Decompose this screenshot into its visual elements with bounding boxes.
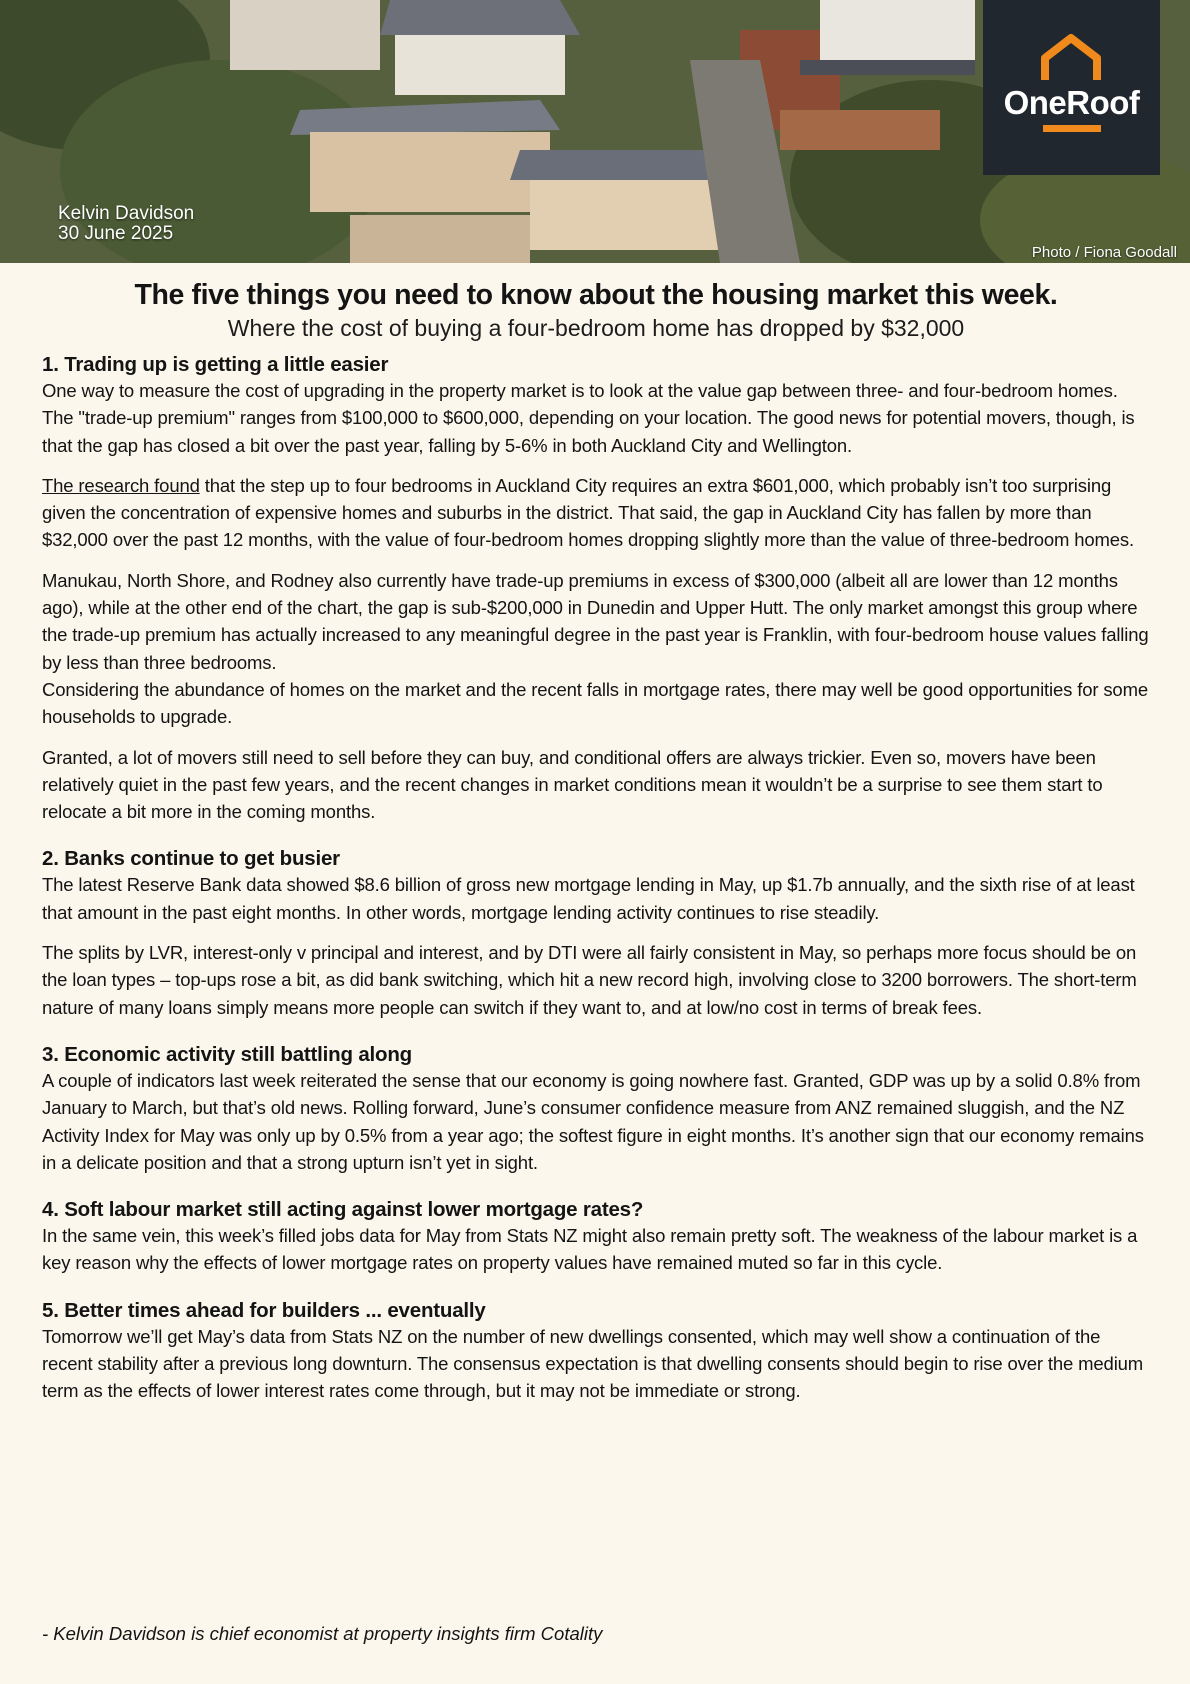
paragraph: The latest Reserve Bank data showed $8.6 billion of gross new mortgage lending in May, up $1.7b annually, and the sixth rise of at least that amount in the past eight months. In other words, mortgage lending activity continues to rise steadily. bbox=[42, 874, 1135, 923]
section-heading: 5. Better times ahead for builders ... eventually bbox=[42, 1298, 486, 1322]
section-trading-up bbox=[42, 353, 1150, 825]
paragraph: One way to measure the cost of upgrading in the property market is to look at the value gap between three- and four-bedroom homes. The "trade-up premium" ranges from $100,000 to $600,000, depending on your location. The good news for potential movers, though, is that the gap has closed a bit over the past year, falling by 5-6% in both Auckland City and Wellington. bbox=[42, 380, 1135, 456]
article-subheadline: Where the cost of buying a four-bedroom home has dropped by $32,000 bbox=[227, 315, 965, 341]
paragraph: In the same vein, this week’s filled jobs data for May from Stats NZ might also remain pretty soft. The weakness of the labour market is a key reason why the effects of lower mortgage rates on property values have remained muted so far in this cycle. bbox=[42, 1225, 1138, 1274]
oneroof-logo[interactable] bbox=[983, 0, 1160, 175]
section-heading: 2. Banks continue to get busier bbox=[42, 847, 340, 871]
section-labour-market bbox=[42, 1198, 1150, 1277]
hero-photo bbox=[0, 0, 1190, 263]
article bbox=[42, 277, 1150, 1427]
section-heading: 1. Trading up is getting a little easier bbox=[42, 353, 389, 376]
paragraph: Granted, a lot of movers still need to sell before they can buy, and conditional offers are always trickier. Even so, movers have been relatively quiet in the past few years, and the recent changes in market conditions mean it wouldn’t be a surprise to see them start to relocate a bit more in the coming months. bbox=[42, 746, 1103, 823]
paragraph-text: that the step up to four bedrooms in Auckland City requires an extra $601,000, which probably isn’t too surprising given the concentration of expensive homes and suburbs in the district. That said, the gap in Auckland City has fallen by more than $32,000 over the past 12 months, with the value of four-bedroom homes dropping slightly more than the value of three-bedroom homes. bbox=[42, 474, 1135, 551]
paragraph: Manukau, North Shore, and Rodney also currently have trade-up premiums in excess of $300,000 (albeit all are lower than 12 months ago), while at the other end of the chart, the gap is sub-$200,000 in Dunedin and Upper Hutt. The only market amongst this group where the trade-up premium has actually increased to any meaningful degree in the past year is Franklin, with four-bedroom house values falling by less than three bedrooms. bbox=[42, 569, 1149, 673]
section-banks bbox=[42, 847, 1150, 1020]
paragraph: A couple of indicators last week reiterated the sense that our economy is going nowhere fast. Granted, GDP was up by a solid 0.8% from January to March, but that’s old news. Rolling forward, June’s consumer confidence measure from ANZ remained sluggish, and the NZ Activity Index for May was only up by 0.5% from a year ago; the softest figure in eight months. It’s another sign that our economy remains in a delicate position and that a strong upturn isn’t yet in sight. bbox=[42, 1069, 1144, 1173]
section-economic-activity bbox=[42, 1043, 1150, 1176]
logo-underline bbox=[1043, 125, 1101, 132]
author-name: Kelvin Davidson bbox=[58, 203, 195, 224]
research-link[interactable]: The research found bbox=[42, 474, 200, 496]
byline bbox=[58, 204, 194, 244]
author-footnote: - Kelvin Davidson is chief economist at property insights firm Cotality bbox=[42, 1623, 603, 1644]
paragraph: Considering the abundance of homes on the market and the recent falls in mortgage rates, there may well be good opportunities for some households to upgrade. bbox=[42, 678, 1148, 728]
publish-date: 30 June 2025 bbox=[58, 223, 174, 244]
article-headline: The five things you need to know about the housing market this week. bbox=[134, 279, 1058, 311]
section-builders bbox=[42, 1299, 1150, 1405]
section-heading: 4. Soft labour market still acting against lower mortgage rates? bbox=[42, 1198, 644, 1222]
paragraph: The splits by LVR, interest-only v principal and interest, and by DTI were all fairly consistent in May, so perhaps more focus should be on the loan types – top-ups rose a bit, as did bank switching, which hit a new record high, involving close to 3200 borrowers. The short-term nature of many loans simply means more people can switch if they want to, and at low/no cost in terms of break fees. bbox=[42, 942, 1137, 1018]
paragraph: Tomorrow we’ll get May’s data from Stats NZ on the number of new dwellings consented, which may well show a continuation of the recent stability after a previous long downturn. The consensus expectation is that dwelling consents should begin to rise over the medium term as the effects of lower interest rates come through, but it may not be immediate or strong. bbox=[42, 1325, 1144, 1402]
logo-text: OneRoof bbox=[1003, 84, 1140, 121]
paragraph bbox=[42, 472, 1150, 554]
photo-credit: Photo / Fiona Goodall bbox=[1031, 244, 1177, 261]
section-heading: 3. Economic activity still battling along bbox=[42, 1042, 412, 1066]
